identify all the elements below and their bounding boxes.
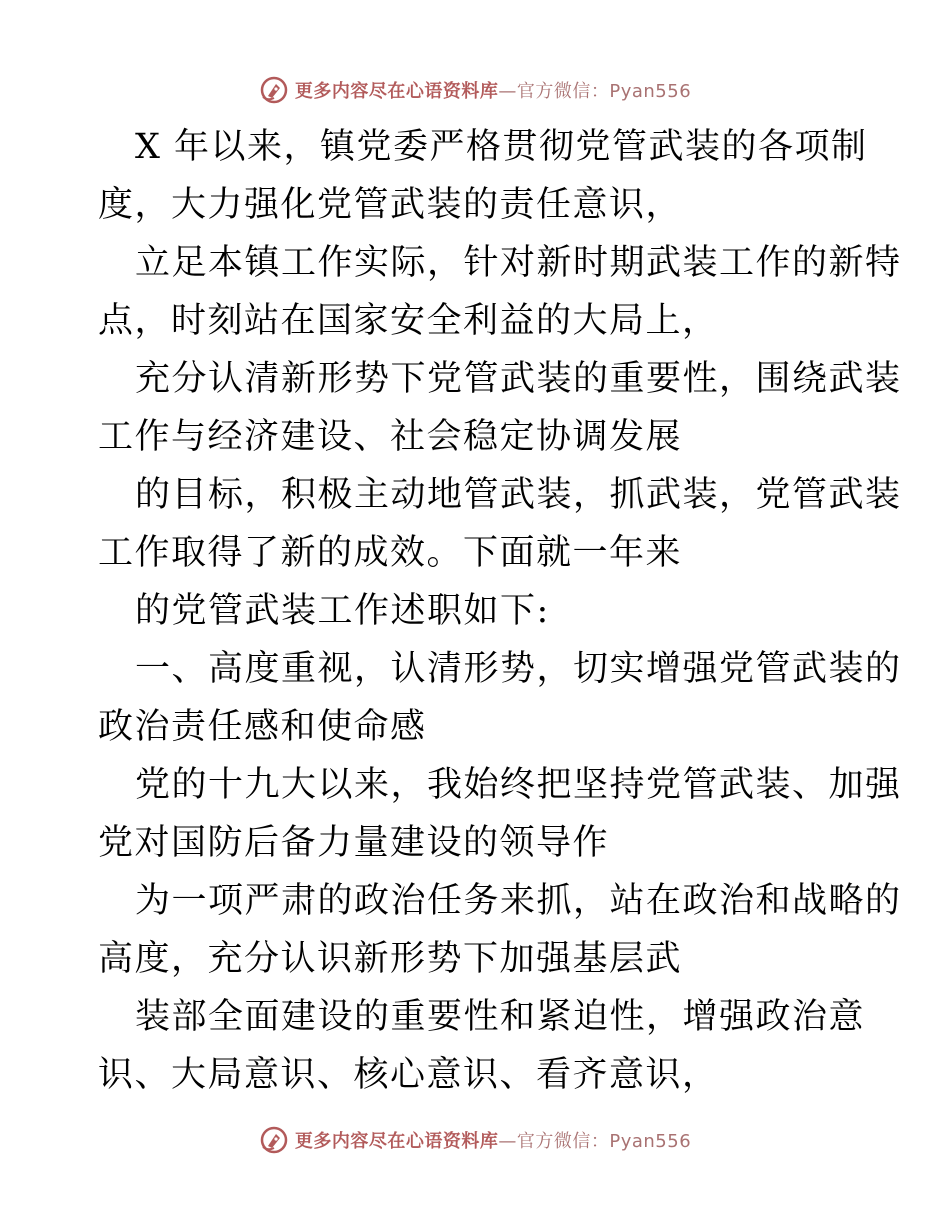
body-line: 充分认清新形势下党管武装的重要性，围绕武装 (135, 359, 902, 399)
footer-watermark (0, 1120, 950, 1160)
body-line: 度，大力强化党管武装的责任意识， (98, 185, 683, 225)
section-heading-line: 政治责任感和使命感 (98, 707, 427, 747)
footer-watermark-main: 更多内容尽在心语资料库 (294, 1131, 499, 1152)
section-heading-line: 一、高度重视，认清形势，切实增强党管武装的 (135, 649, 902, 689)
body-line: 点，时刻站在国家安全利益的大局上， (98, 301, 719, 341)
body-line: 党的十九大以来，我始终把坚持党管武装、加强 (135, 765, 902, 805)
header-watermark-text (295, 77, 691, 103)
header-watermark-separator: — (498, 81, 517, 102)
body-line: 工作与经济建设、社会稳定协调发展 (98, 417, 683, 457)
body-line: X 年以来，镇党委严格贯彻党管武装的各项制 (135, 127, 868, 167)
document-body (98, 118, 902, 1104)
footer-watermark-text (295, 1127, 691, 1153)
body-line: 装部全面建设的重要性和紧迫性，增强政治意 (135, 997, 866, 1037)
header-watermark-main: 更多内容尽在心语资料库 (294, 81, 499, 102)
body-line: 党对国防后备力量建设的领导作 (98, 823, 610, 863)
header-watermark (0, 70, 950, 110)
pen-nib-circle-icon (259, 1125, 289, 1155)
body-line: 识、大局意识、核心意识、看齐意识， (98, 1055, 719, 1095)
body-line: 的党管武装工作述职如下: (135, 591, 550, 631)
pen-nib-circle-icon (259, 75, 289, 105)
footer-watermark-separator: — (498, 1131, 517, 1152)
body-line: 工作取得了新的成效。下面就一年来 (98, 533, 683, 573)
body-line: 立足本镇工作实际，针对新时期武装工作的新特 (135, 243, 902, 283)
body-line: 的目标，积极主动地管武装，抓武装，党管武装 (135, 475, 902, 515)
header-watermark-wechat: 官方微信：Pyan556 (516, 81, 692, 102)
footer-watermark-wechat: 官方微信：Pyan556 (516, 1131, 692, 1152)
body-line: 高度，充分认识新形势下加强基层武 (98, 939, 683, 979)
body-line: 为一项严肃的政治任务来抓，站在政治和战略的 (135, 881, 902, 921)
